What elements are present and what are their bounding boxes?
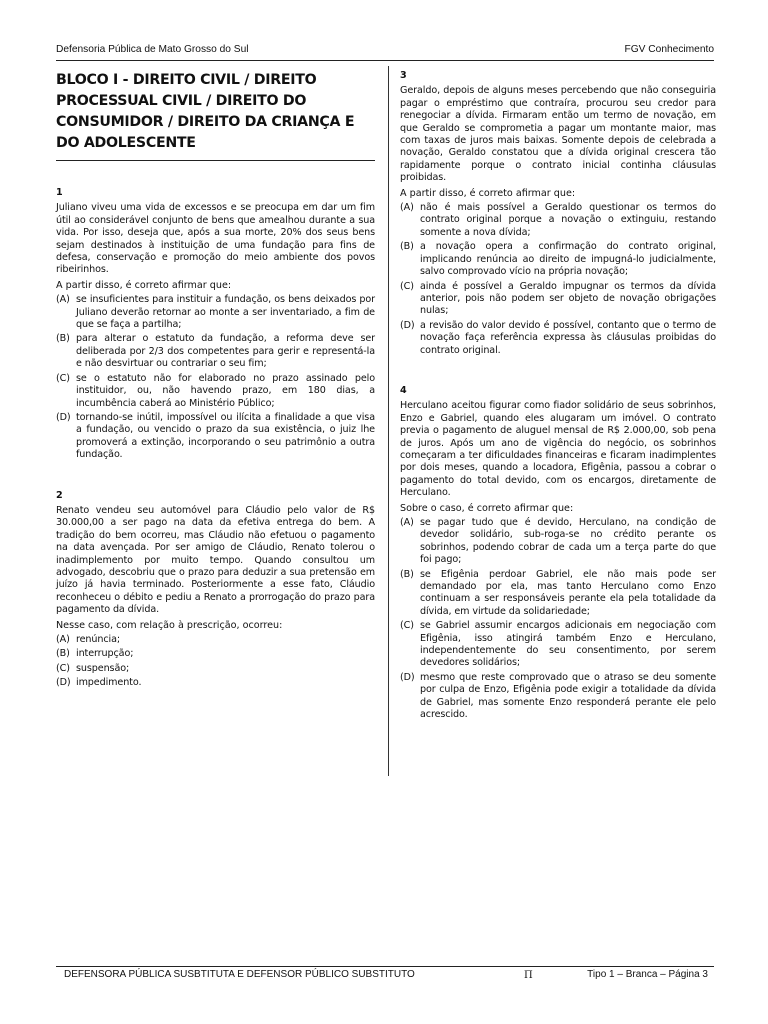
option-a[interactable] [56, 294, 375, 331]
option-b[interactable] [400, 241, 716, 278]
question-1 [56, 187, 375, 462]
column-divider [388, 66, 389, 776]
left-column [56, 70, 375, 692]
option-text: se insuficientes para instituir a fundação, os bens deixados por Juliano deverão retornar ao monte a ser inventariado, a fim de que se faça a partilha; [76, 294, 375, 331]
option-label: (A) [400, 517, 414, 528]
option-c[interactable] [400, 281, 716, 318]
question-number: 1 [56, 187, 63, 198]
option-label: (D) [400, 319, 415, 331]
option-text: mesmo que reste comprovado que o atraso se deu somente por culpa de Enzo, Efigênia pode exigir a totalidade da dívida de Gabriel, mas somente Enzo responderá perante ele pelo acrescido. [420, 671, 716, 721]
option-label: (D) [400, 671, 415, 683]
option-label: (C) [56, 372, 70, 384]
option-text: impedimento. [76, 677, 142, 689]
option-label: (B) [56, 333, 70, 345]
option-text: suspensão; [76, 662, 130, 674]
option-label: (A) [56, 294, 70, 306]
option-text: se pagar tudo que é devido, Herculano, na condição de devedor solidário, sub-roga-se no crédito perante os sobrinhos, podendo cobrar de cada um a terça parte do que foi pago; [420, 517, 716, 566]
question-text: Juliano viveu uma vida de excessos e se preocupa em dar um fim útil ao considerável conjunto de bens que amealhou durante a sua vida. Por isso, deseja que, após a sua morte, 20% dos seus bens sejam destinados à instituição de uma fundação para fins de defesa, conservação e promoção do meio ambiente dos povos ribeirinhos. [56, 202, 375, 276]
footer-symbol: Π [524, 970, 533, 981]
option-text: para alterar o estatuto da fundação, a reforma deve ser deliberada por 2/3 dos competentes para gerir e representá-la e não desvirtuar ou contrariar o seu fim; [76, 333, 375, 370]
option-text: se Gabriel assumir encargos adicionais em negociação com Efigênia, isso atingirá também Enzo e Herculano, independentemente do seu consentimento, por serem devedores solidários; [420, 620, 716, 669]
header-publisher: FGV Conhecimento [624, 44, 714, 55]
question-4 [400, 385, 716, 722]
question-number: 2 [56, 489, 63, 501]
option-text: renúncia; [76, 634, 121, 645]
option-d[interactable] [56, 412, 375, 462]
footer-page-info: Tipo 1 – Branca – Página 3 [587, 969, 708, 980]
right-column [400, 70, 716, 724]
option-d[interactable] [400, 672, 716, 722]
option-text: tornando-se inútil, impossível ou ilícita a finalidade a que visa a fundação, ou vencido o prazo da sua existência, o juiz lhe promoverá a extinção, incorporando o seu patrimônio a outra fundação. [76, 411, 375, 461]
option-a[interactable] [400, 202, 716, 239]
option-label: (A) [56, 634, 70, 645]
option-c[interactable] [400, 620, 716, 670]
option-c[interactable] [56, 373, 375, 410]
option-label: (B) [56, 648, 70, 660]
footer-exam-title: DEFENSORA PÚBLICA SUSBTITUTA E DEFENSOR PÚBLICO SUBSTITUTO [64, 969, 415, 980]
option-b[interactable] [56, 648, 375, 660]
question-lead: Nesse caso, com relação à prescrição, ocorreu: [56, 619, 283, 631]
option-label: (C) [400, 280, 414, 292]
question-lead: A partir disso, é correto afirmar que: [56, 279, 232, 291]
question-lead: A partir disso, é correto afirmar que: [400, 187, 576, 199]
option-b[interactable] [56, 333, 375, 370]
option-label: (B) [400, 241, 414, 253]
option-a[interactable] [400, 517, 716, 567]
option-label: (A) [400, 202, 414, 214]
question-text: Renato vendeu seu automóvel para Cláudio pelo valor de R$ 30.000,00 a ser pago na data da efetiva entrega do bem. A tradição do bem ocorreu, mas Cláudio não efetuou o pagamento na data avençada. Por ser amigo de Cláudio, Renato tolerou o inadimplemento por muito tempo. Quando consultou um advogado, descobriu que o prazo para deduzir a sua pretensão em juízo já havia terminado. Posteriormente a esse fato, Cláudio reconheceu o débito e pediu a Renato a prorrogação do prazo para pagamento da dívida. [56, 504, 375, 616]
question-2 [56, 490, 375, 690]
header-institution: Defensoria Pública de Mato Grosso do Sul [56, 44, 249, 55]
section-title: BLOCO I - DIREITO CIVIL / DIREITO PROCESSUAL CIVIL / DIREITO DO CONSUMIDOR / DIREITO DA CRIANÇA E DO ADOLESCENTE [56, 70, 375, 161]
option-label: (D) [56, 411, 71, 423]
page-header [56, 42, 714, 61]
option-label: (C) [56, 662, 70, 674]
option-d[interactable] [400, 320, 716, 357]
option-text: se o estatuto não for elaborado no prazo assinado pelo instituidor, ou, não havendo prazo, em 180 dias, a incumbência caberá ao Ministério Público; [76, 372, 375, 409]
page-footer [56, 966, 714, 983]
question-3 [400, 70, 716, 357]
option-text: a revisão do valor devido é possível, contanto que o termo de novação faça referência expressa às cláusulas proibidas do contrato original. [420, 319, 716, 356]
option-a[interactable] [56, 634, 375, 646]
question-number: 3 [400, 70, 407, 81]
option-b[interactable] [400, 569, 716, 619]
question-number: 4 [400, 384, 407, 396]
option-label: (D) [56, 677, 71, 689]
option-text: a novação opera a confirmação do contrato original, implicando renúncia ao direito de impugná-lo judicialmente, salvo comprovado vício na própria novação; [420, 241, 716, 278]
option-d[interactable] [56, 677, 375, 689]
option-text: não é mais possível a Geraldo questionar os termos do contrato original porque a novação o extinguiu, restando somente a nova dívida; [420, 202, 716, 238]
option-text: se Efigênia perdoar Gabriel, ele não mais pode ser demandado por ela, mas tanto Herculano como Enzo continuam a ser responsáveis perante ela pela totalidade da dívida, em virtude da solidariedade; [420, 568, 716, 617]
option-label: (C) [400, 620, 414, 632]
question-lead: Sobre o caso, é correto afirmar que: [400, 502, 574, 514]
option-c[interactable] [56, 663, 375, 675]
option-label: (B) [400, 568, 414, 580]
question-text: Geraldo, depois de alguns meses percebendo que não conseguiria pagar o empréstimo que contraíra, procurou seu credor para renegociar a dívida. Firmaram então um termo de novação, em que Geraldo se comprometia a pagar um montante maior, mas com taxas de juros mais baixas. Somente depois de celebrada a novação, Geraldo constatou que a dívida original crescera tão rapidamente porque o contrato inicial continha cláusulas proibidas. [400, 85, 716, 184]
question-text: Herculano aceitou figurar como fiador solidário de seus sobrinhos, Enzo e Gabriel, quando eles alugaram um imóvel. O contrato previa o pagamento de aluguel mensal de R$ 2.000,00, sob pena de juros. Após um ano de vigência do negócio, os sobrinhos começaram a ter dificuldades financeiras e ficaram inadimplentes por dois meses, quando a locadora, Efigênia, passou a cobrar o pagamento do total devido, com os encargos, diretamente de Herculano. [400, 400, 716, 499]
option-text: interrupção; [76, 648, 134, 660]
option-text: ainda é possível a Geraldo impugnar os termos da dívida anterior, pois não podem ser objeto de novação obrigações nulas; [420, 280, 716, 317]
